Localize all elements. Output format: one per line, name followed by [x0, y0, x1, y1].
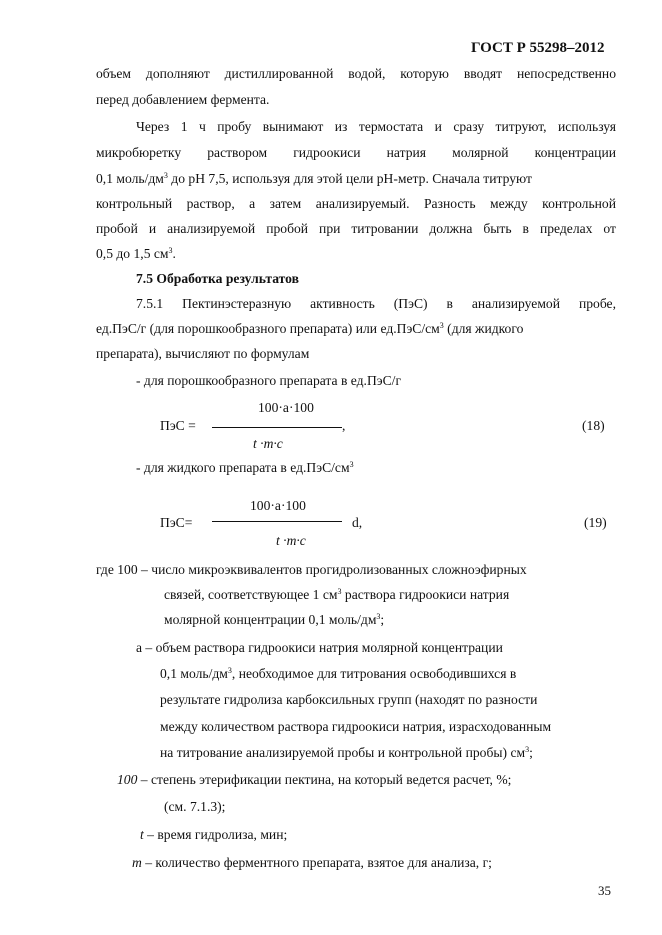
definition-line: а – объем раствора гидроокиси натрия молярной концентрации: [136, 640, 503, 655]
formula-numerator: 100·a·100: [258, 400, 314, 415]
definition-line: на титрование анализируемой пробы и контрольной пробы) $см^3$;: [160, 745, 533, 760]
definition-line: t – время гидролиза, мин;: [140, 827, 288, 842]
paragraph-line: Через 1 ч пробу вынимают из термостата и сразу титруют, используя: [136, 119, 616, 134]
formula-denominator: t ·m·c: [276, 533, 306, 548]
definition-line: m – количество ферментного препарата, взятое для анализа, г;: [132, 855, 492, 870]
formula-tail: d,: [352, 515, 363, 530]
formula-lhs: ПэС =: [160, 418, 196, 433]
formula-intro: - для порошкообразного препарата в ед.ПэС/г: [136, 373, 402, 388]
fraction-bar: [212, 521, 342, 522]
formula-comma: ,: [342, 418, 346, 433]
paragraph-line: препарата), вычисляют по формулам: [96, 346, 310, 361]
paragraph-line: контрольный раствор, а затем анализируемый. Разность между контрольной: [96, 196, 616, 211]
definition-line: 100 – степень этерификации пектина, на который ведется расчет, %;: [117, 772, 512, 787]
definition-line: молярной концентрации 0,1 моль/$дм^3$;: [164, 612, 385, 627]
formula-numerator: 100·a·100: [250, 498, 306, 513]
section-heading: 7.5 Обработка результатов: [136, 271, 299, 286]
formula-number: (19): [584, 515, 607, 530]
definition-line: между количеством раствора гидроокиси натрия, израсходованным: [160, 719, 552, 734]
page-number: 35: [598, 883, 611, 898]
definition-line: (см. 7.1.3);: [164, 799, 226, 814]
paragraph-line: ед.ПэС/г (для порошкообразного препарата) или $ед.ПэС/см^3$ (для жидкого: [96, 321, 524, 336]
formula-intro: - для жидкого препарата в $ед.ПэС/см^3$: [136, 460, 354, 475]
definition-line: где 100 – число микроэквивалентов прогидролизованных сложноэфирных: [96, 562, 527, 577]
fraction-bar: [212, 427, 342, 428]
definition-line: результате гидролиза карбоксильных групп (находят по разности: [160, 692, 538, 707]
paragraph-line: объем дополняют дистиллированной водой, которую вводят непосредственно: [96, 66, 616, 81]
paragraph-line: пробой и анализируемой пробой при титровании должна быть в пределах от: [96, 221, 616, 236]
formula-number: (18): [582, 418, 605, 433]
paragraph-line: микробюретку раствором гидроокиси натрия молярной концентрации: [96, 145, 616, 160]
paragraph-line: перед добавлением фермента.: [96, 92, 270, 107]
formula-denominator: t ·m·c: [253, 436, 283, 451]
paragraph-line: 0,1 моль/$дм^3$ до рН 7,5, используя для этой цели рН-метр. Сначала титруют: [96, 171, 532, 186]
definition-line: 0,1 моль/$дм^3$, необходимое для титрования освободившихся в: [160, 666, 517, 681]
paragraph-line: 0,5 до 1,5 $см^3$.: [96, 246, 176, 261]
document-code-header: ГОСТ Р 55298–2012: [471, 40, 605, 56]
paragraph-line: 7.5.1 Пектинэстеразную активность (ПэС) в анализируемой пробе,: [136, 296, 616, 311]
definition-line: связей, соответствующее 1 $см^3$ раствора гидроокиси натрия: [164, 587, 510, 602]
formula-lhs: ПэС=: [160, 515, 193, 530]
